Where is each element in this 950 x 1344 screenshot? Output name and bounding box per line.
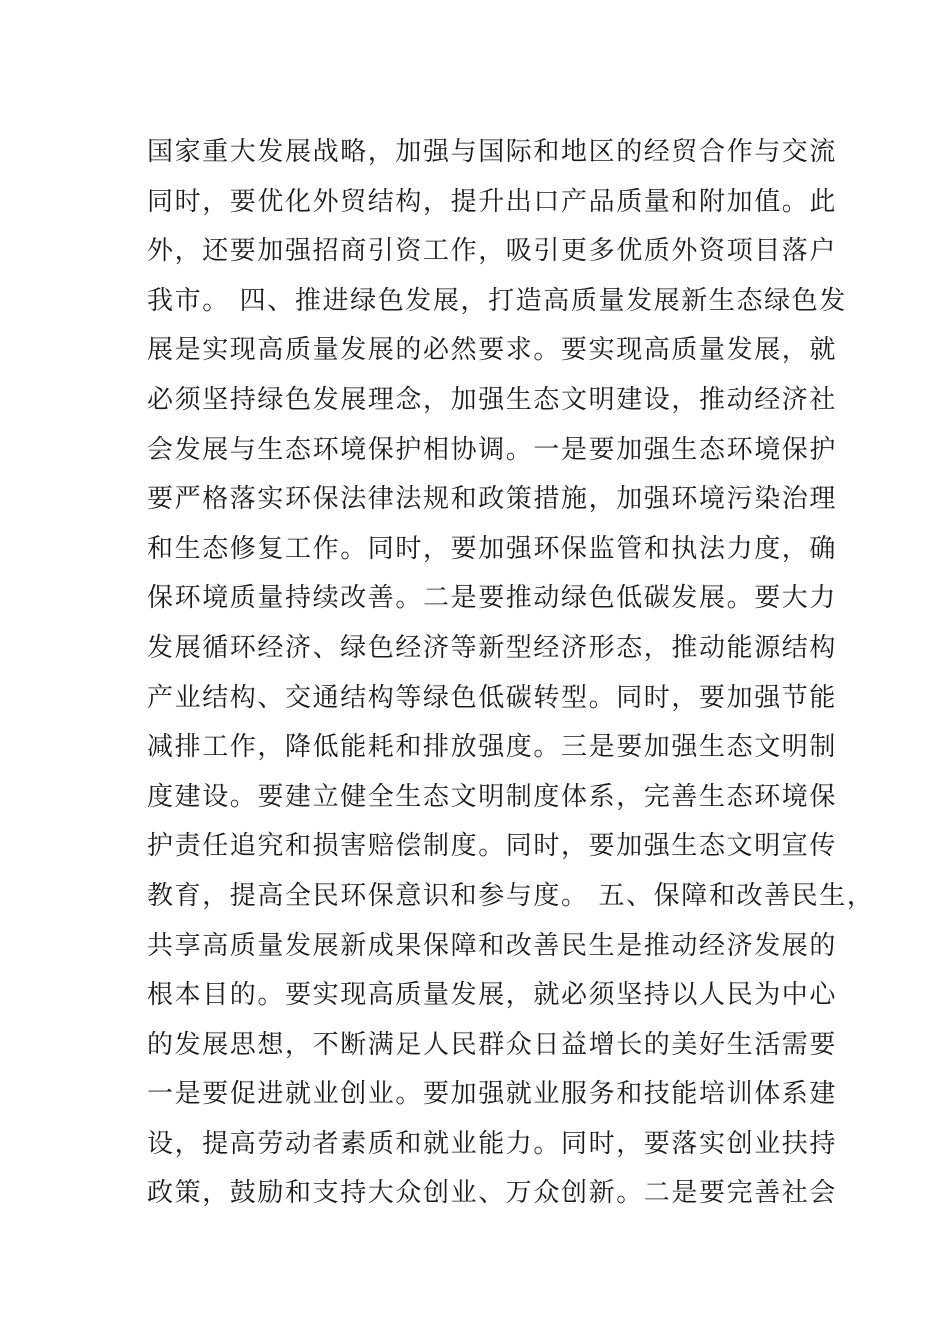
text-line-5: 展是实现高质量发展的必然要求。要实现高质量发展，就: [147, 335, 838, 366]
body-text: [147, 128, 875, 1219]
text-line-16: 教育，提高全民环保意识和参与度。 五、保障和改善民生，: [147, 880, 875, 911]
text-line-18: 根本目的。要实现高质量发展，就必须坚持以人民为中心: [147, 980, 838, 1011]
text-line-10: 保环境质量持续改善。二是要推动绿色低碳发展。要大力: [147, 583, 838, 614]
text-line-6: 必须坚持绿色发展理念，加强生态文明建设，推动经济社: [147, 384, 838, 415]
text-line-17: 共享高质量发展新成果保障和改善民生是推动经济发展的: [147, 930, 838, 961]
text-line-13: 减排工作，降低能耗和排放强度。三是要加强生态文明制: [147, 732, 838, 763]
text-line-20: 一是要促进就业创业。要加强就业服务和技能培训体系建: [147, 1079, 838, 1110]
text-line-2: 同时，要优化外贸结构，提升出口产品质量和附加值。此: [147, 186, 838, 217]
text-line-12: 产业结构、交通结构等绿色低碳转型。同时，要加强节能: [147, 682, 838, 713]
text-line-14: 度建设。要建立健全生态文明制度体系，完善生态环境保: [147, 781, 838, 812]
text-line-22: 政策，鼓励和支持大众创业、万众创新。二是要完善社会: [147, 1178, 838, 1209]
text-line-11: 发展循环经济、绿色经济等新型经济形态，推动能源结构: [147, 632, 838, 663]
text-line-1: 国家重大发展战略，加强与国际和地区的经贸合作与交流: [147, 137, 838, 167]
text-line-19: 的发展思想，不断满足人民群众日益增长的美好生活需要: [147, 1029, 838, 1060]
text-line-4: 我市。 四、推进绿色发展，打造高质量发展新生态绿色发: [147, 285, 847, 316]
text-line-8: 要严格落实环保法律法规和政策措施，加强环境污染治理: [147, 484, 838, 515]
text-line-3: 外，还要加强招商引资工作，吸引更多优质外资项目落户: [147, 236, 838, 267]
text-line-9: 和生态修复工作。同时，要加强环保监管和执法力度，确: [147, 533, 838, 564]
text-line-21: 设，提高劳动者素质和就业能力。同时，要落实创业扶持: [147, 1128, 838, 1159]
text-line-15: 护责任追究和损害赔偿制度。同时，要加强生态文明宣传: [147, 831, 838, 862]
text-line-7: 会发展与生态环境保护相协调。一是要加强生态环境保护: [147, 434, 838, 465]
